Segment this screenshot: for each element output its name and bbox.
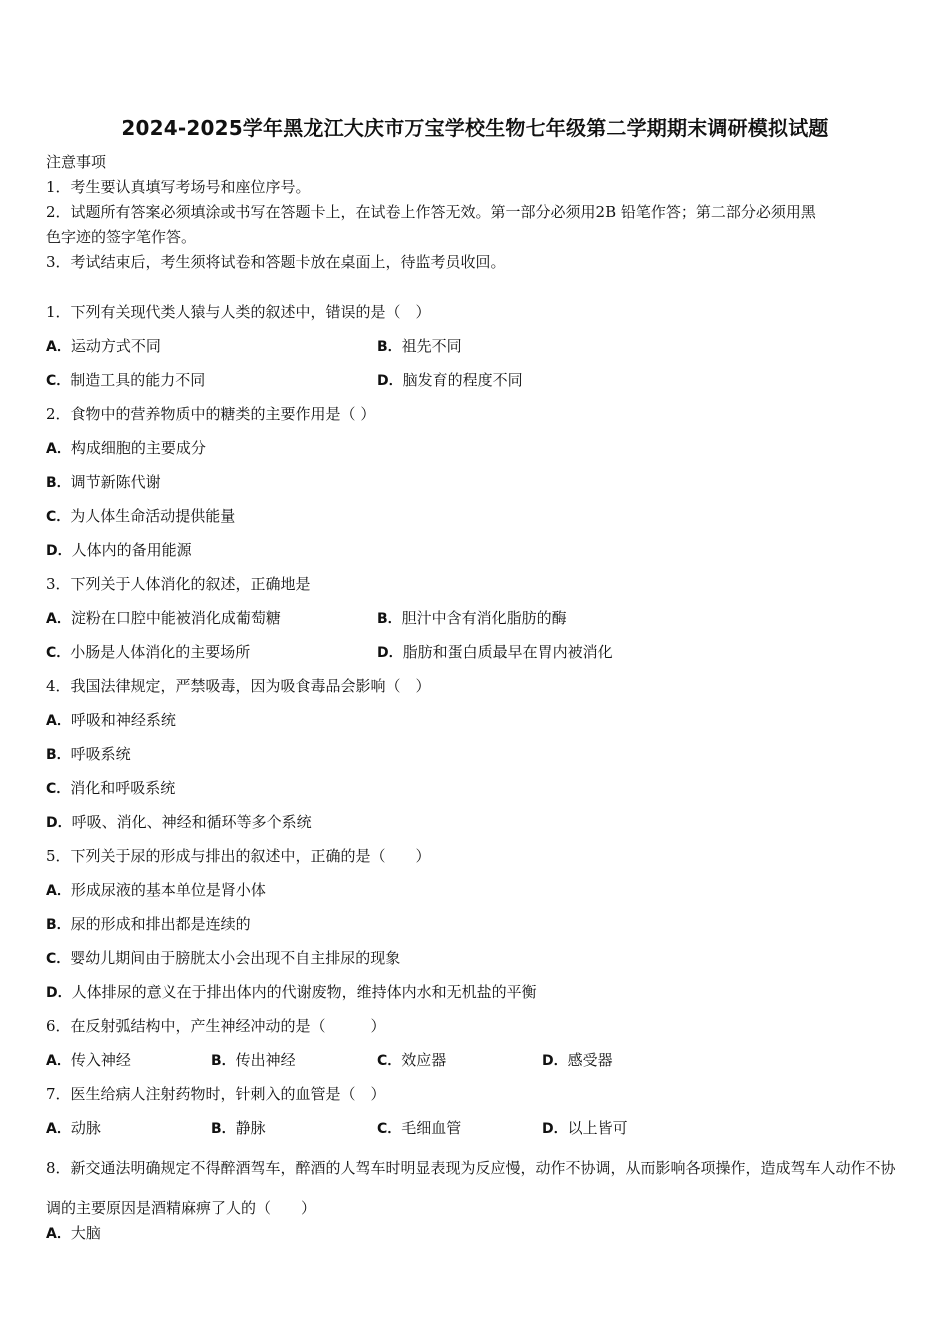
option-letter: C． (46, 781, 71, 797)
q7-option-d[interactable] (542, 1118, 628, 1139)
q5-option-b[interactable] (46, 914, 251, 935)
option-text: 小肠是人体消化的主要场所 (70, 643, 251, 661)
q6-option-d[interactable] (542, 1050, 613, 1071)
option-letter: A． (46, 883, 71, 899)
option-text: 构成细胞的主要成分 (70, 439, 206, 457)
option-text: 运动方式不同 (70, 337, 161, 355)
option-text: 效应器 (401, 1051, 447, 1069)
option-letter: D． (377, 373, 403, 389)
option-text: 制造工具的能力不同 (70, 371, 206, 389)
option-text: 人体内的备用能源 (71, 541, 192, 559)
q7-option-b[interactable] (211, 1118, 266, 1139)
option-letter: A． (46, 339, 71, 355)
option-letter: B． (211, 1053, 236, 1069)
option-text: 祖先不同 (401, 337, 462, 355)
option-letter: A． (46, 713, 71, 729)
option-letter: A． (46, 1053, 71, 1069)
q2-option-b[interactable] (46, 472, 161, 493)
notice-item-1: 1．考生要认真填写考场号和座位序号。 (46, 178, 311, 196)
q5-option-c[interactable] (46, 948, 400, 969)
q7-option-a[interactable] (46, 1118, 101, 1139)
option-letter: D． (542, 1121, 568, 1137)
option-text: 脑发育的程度不同 (402, 371, 523, 389)
q1-option-a[interactable] (46, 336, 161, 357)
q2-option-a[interactable] (46, 438, 206, 459)
option-text: 毛细血管 (401, 1119, 462, 1137)
option-letter: D． (46, 543, 72, 559)
option-text: 呼吸、消化、神经和循环等多个系统 (71, 813, 312, 831)
option-text: 动脉 (70, 1119, 101, 1137)
q1-option-b[interactable] (377, 336, 462, 357)
q6-option-b[interactable] (211, 1050, 296, 1071)
option-text: 形成尿液的基本单位是肾小体 (70, 881, 266, 899)
q2-option-d[interactable] (46, 540, 192, 561)
question-3-stem: 3．下列关于人体消化的叙述，正确地是 (46, 575, 311, 593)
q3-option-a[interactable] (46, 608, 281, 629)
option-letter: C． (377, 1053, 402, 1069)
option-letter: B． (46, 917, 71, 933)
option-text: 人体排尿的意义在于排出体内的代谢废物，维持体内水和无机盐的平衡 (71, 983, 537, 1001)
option-text: 以上皆可 (567, 1119, 628, 1137)
question-4-stem: 4．我国法律规定，严禁吸毒，因为吸食毒品会影响（ ） (46, 677, 431, 695)
option-text: 大脑 (70, 1224, 101, 1242)
option-letter: C． (46, 645, 71, 661)
page-title: 2024-2025学年黑龙江大庆市万宝学校生物七年级第二学期期末调研模拟试题 (121, 116, 829, 140)
option-letter: C． (46, 951, 71, 967)
q1-option-d[interactable] (377, 370, 523, 391)
q4-option-d[interactable] (46, 812, 312, 833)
q5-option-d[interactable] (46, 982, 537, 1003)
option-text: 传入神经 (70, 1051, 131, 1069)
option-letter: A． (46, 611, 71, 627)
option-letter: A． (46, 1226, 71, 1242)
q1-option-c[interactable] (46, 370, 205, 391)
option-letter: A． (46, 441, 71, 457)
notice-heading: 注意事项 (46, 153, 107, 171)
question-1-stem: 1．下列有关现代类人猿与人类的叙述中，错误的是（ ） (46, 303, 431, 321)
notice-item-2: 2．试题所有答案必须填涂或书写在答题卡上，在试卷上作答无效。第一部分必须用2B 铅笔作答；第二部分必须用黑 (46, 203, 816, 221)
option-text: 静脉 (235, 1119, 266, 1137)
option-letter: D． (542, 1053, 568, 1069)
question-2-stem: 2．食物中的营养物质中的糖类的主要作用是（ ） (46, 405, 376, 423)
q4-option-c[interactable] (46, 778, 175, 799)
notice-item-2-cont: 色字迹的签字笔作答。 (46, 228, 197, 246)
option-text: 传出神经 (235, 1051, 296, 1069)
option-letter: B． (46, 475, 71, 491)
option-letter: C． (377, 1121, 402, 1137)
q3-option-d[interactable] (377, 642, 613, 663)
option-text: 感受器 (567, 1051, 613, 1069)
q5-option-a[interactable] (46, 880, 266, 901)
q3-option-b[interactable] (377, 608, 567, 629)
notice-item-3: 3．考试结束后，考生须将试卷和答题卡放在桌面上，待监考员收回。 (46, 253, 506, 271)
question-5-stem: 5．下列关于尿的形成与排出的叙述中，正确的是（ ） (46, 847, 431, 865)
option-text: 为人体生命活动提供能量 (70, 507, 236, 525)
option-letter: D． (46, 985, 72, 1001)
question-6-stem: 6．在反射弧结构中，产生神经冲动的是（ ） (46, 1017, 386, 1035)
q7-option-c[interactable] (377, 1118, 461, 1139)
option-text: 呼吸和神经系统 (70, 711, 176, 729)
option-text: 调节新陈代谢 (70, 473, 161, 491)
option-text: 脂肪和蛋白质最早在胃内被消化 (402, 643, 613, 661)
question-7-stem: 7．医生给病人注射药物时，针刺入的血管是（ ） (46, 1085, 386, 1103)
option-text: 呼吸系统 (70, 745, 131, 763)
q3-option-c[interactable] (46, 642, 250, 663)
q6-option-c[interactable] (377, 1050, 446, 1071)
option-letter: B． (377, 611, 402, 627)
q4-option-a[interactable] (46, 710, 176, 731)
option-text: 淀粉在口腔中能被消化成葡萄糖 (70, 609, 281, 627)
option-letter: A． (46, 1121, 71, 1137)
q6-option-a[interactable] (46, 1050, 131, 1071)
option-letter: B． (377, 339, 402, 355)
q4-option-b[interactable] (46, 744, 131, 765)
option-letter: D． (377, 645, 403, 661)
option-letter: B． (211, 1121, 236, 1137)
q8-option-a[interactable] (46, 1223, 101, 1244)
question-8-stem: 8．新交通法明确规定不得醉酒驾车，醉酒的人驾车时明显表现为反应慢，动作不协调，从而影响各项操作，造成驾车人动作不协调的主要原因是酒精麻痹了人的（ ） (46, 1159, 896, 1217)
option-letter: C． (46, 509, 71, 525)
option-text: 胆汁中含有消化脂肪的酶 (401, 609, 567, 627)
option-text: 消化和呼吸系统 (70, 779, 176, 797)
option-text: 尿的形成和排出都是连续的 (70, 915, 251, 933)
option-text: 婴幼儿期间由于膀胱太小会出现不自主排尿的现象 (70, 949, 401, 967)
option-letter: D． (46, 815, 72, 831)
q2-option-c[interactable] (46, 506, 235, 527)
option-letter: B． (46, 747, 71, 763)
option-letter: C． (46, 373, 71, 389)
